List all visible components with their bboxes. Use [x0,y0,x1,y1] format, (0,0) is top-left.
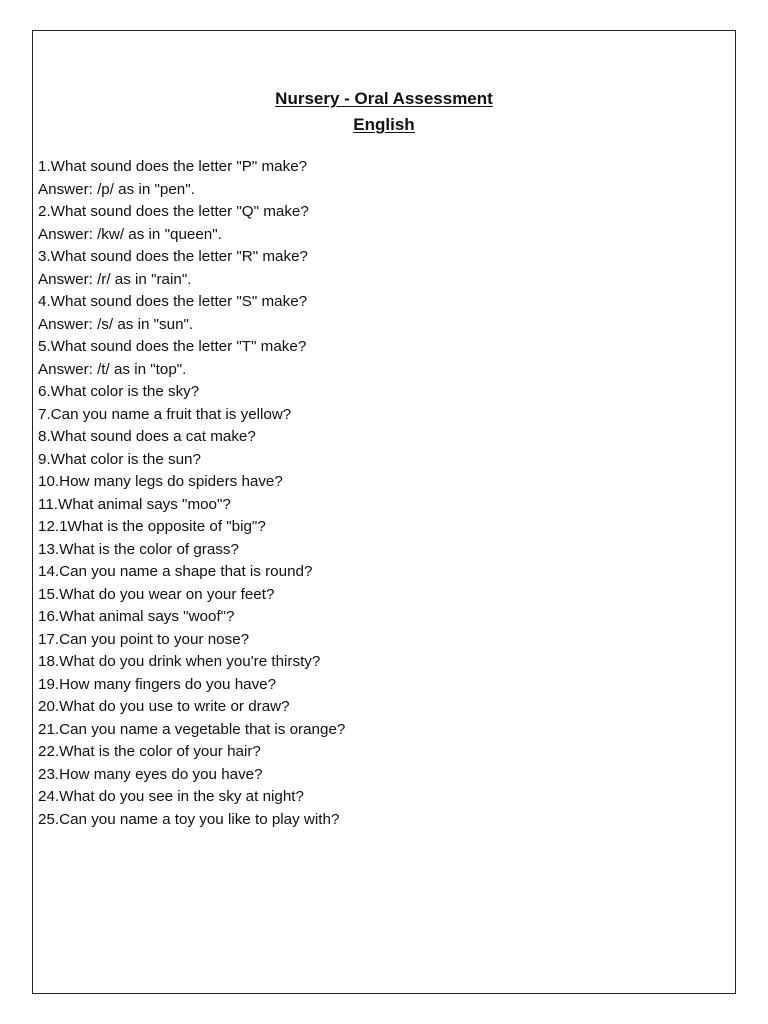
question-line: 19.How many fingers do you have? [38,675,277,693]
question-line: 7.Can you name a fruit that is yellow? [38,405,292,423]
document-subtitle: English [353,115,415,134]
question-line: 1.What sound does the letter "P" make? [38,158,308,175]
question-line: 4.What sound does the letter "S" make? [38,293,308,310]
question-line: 13.What is the color of grass? [38,540,239,558]
document-title: Nursery - Oral Assessment [275,89,493,108]
question-line: 14.Can you name a shape that is round? [38,563,313,580]
question-line: 22.What is the color of your hair? [38,743,261,760]
question-line: 24.What do you see in the sky at night? [38,788,304,805]
question-line: 6.What color is the sky? [38,383,200,400]
question-line: 17.Can you point to your nose? [38,630,250,648]
question-line: 2.What sound does the letter "Q" make? [38,203,309,220]
question-line: 9.What color is the sun? [38,450,201,468]
question-line: 12.1What is the opposite of "big"? [38,518,266,535]
answer-line: Answer: /t/ as in "top". [38,360,187,378]
question-line: 3.What sound does the letter "R" make? [38,248,308,265]
question-line: 21.Can you name a vegetable that is orange? [38,720,346,738]
answer-line: Answer: /r/ as in "rain". [38,270,192,288]
question-line: 15.What do you wear on your feet? [38,585,275,603]
question-line: 10.How many legs do spiders have? [38,473,283,490]
question-line: 25.Can you name a toy you like to play with? [38,810,340,828]
question-line: 20.What do you use to write or draw? [38,698,290,715]
answer-line: Answer: /kw/ as in "queen". [38,225,222,243]
question-line: 11.What animal says "moo"? [38,495,231,513]
question-line: 8.What sound does a cat make? [38,428,256,445]
answer-line: Answer: /s/ as in "sun". [38,315,194,333]
question-list [38,156,345,831]
answer-line: Answer: /p/ as in "pen". [38,180,195,198]
question-line: 18.What do you drink when you're thirsty? [38,653,321,670]
question-line: 23.How many eyes do you have? [38,765,263,783]
question-line: 5.What sound does the letter "T" make? [38,338,307,355]
question-line: 16.What animal says "woof"? [38,608,235,625]
